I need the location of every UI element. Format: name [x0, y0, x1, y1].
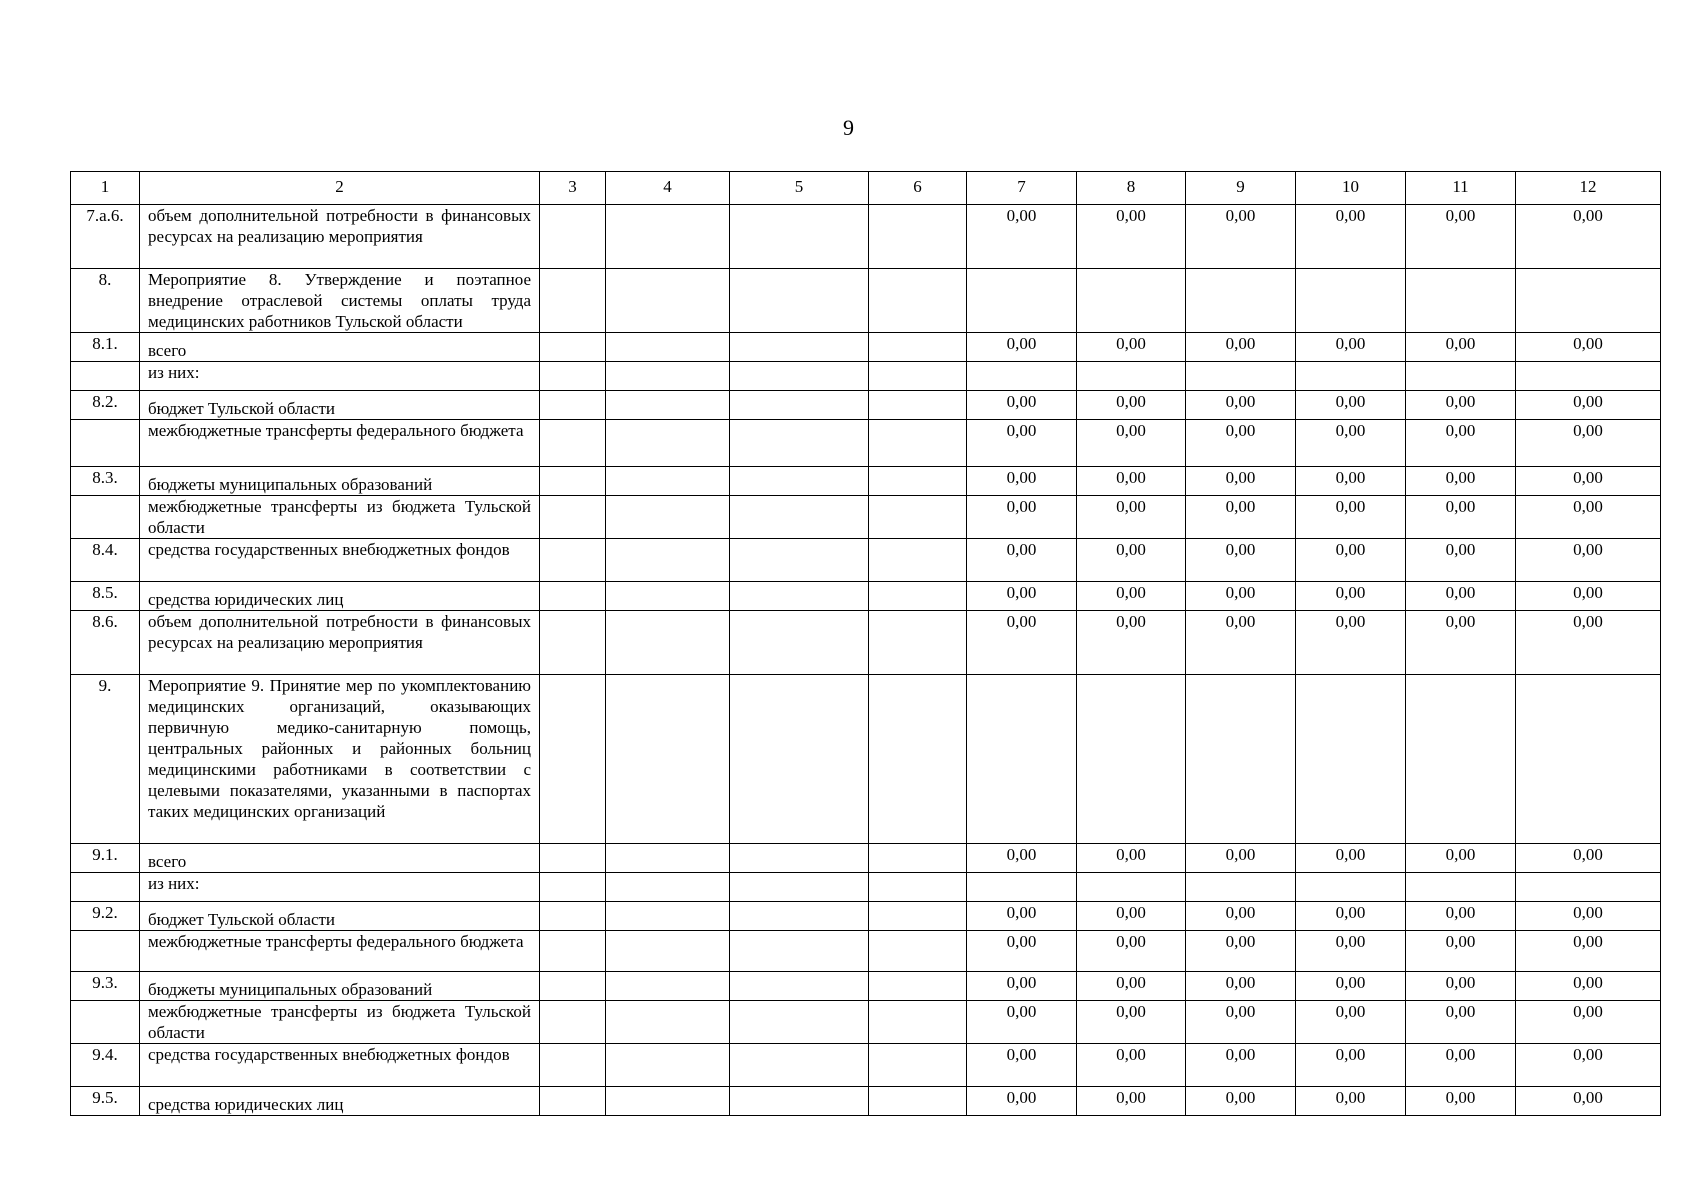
value-cell: 0,00 — [967, 902, 1077, 931]
empty-cell — [540, 972, 606, 1001]
empty-cell — [606, 362, 730, 391]
empty-cell — [869, 539, 967, 582]
column-header: 5 — [730, 172, 869, 205]
empty-cell — [869, 902, 967, 931]
empty-cell — [869, 420, 967, 467]
empty-cell — [606, 1044, 730, 1087]
value-cell: 0,00 — [1406, 391, 1516, 420]
value-cell: 0,00 — [967, 496, 1077, 539]
value-cell: 0,00 — [967, 931, 1077, 972]
value-cell — [1186, 873, 1296, 902]
row-name: бюджет Тульской области — [140, 902, 540, 931]
empty-cell — [540, 496, 606, 539]
table-row — [71, 1044, 1661, 1087]
empty-cell — [606, 902, 730, 931]
value-cell: 0,00 — [1077, 611, 1186, 675]
table-row — [71, 496, 1661, 539]
table-row — [71, 467, 1661, 496]
empty-cell — [730, 269, 869, 333]
value-cell: 0,00 — [967, 420, 1077, 467]
value-cell: 0,00 — [1296, 420, 1406, 467]
row-name: межбюджетные трансферты из бюджета Тульской области — [140, 1001, 540, 1044]
row-number: 7.а.6. — [71, 205, 140, 269]
empty-cell — [606, 1087, 730, 1116]
empty-cell — [606, 611, 730, 675]
value-cell: 0,00 — [1186, 467, 1296, 496]
value-cell: 0,00 — [967, 844, 1077, 873]
empty-cell — [730, 844, 869, 873]
column-header: 11 — [1406, 172, 1516, 205]
row-number: 9.5. — [71, 1087, 140, 1116]
table-row — [71, 902, 1661, 931]
value-cell — [1296, 873, 1406, 902]
table-row — [71, 269, 1661, 333]
value-cell — [1186, 675, 1296, 844]
value-cell: 0,00 — [1296, 1087, 1406, 1116]
empty-cell — [540, 1044, 606, 1087]
empty-cell — [540, 1087, 606, 1116]
empty-cell — [606, 1001, 730, 1044]
column-header: 1 — [71, 172, 140, 205]
row-name: Мероприятие 8. Утверждение и поэтапное внедрение отраслевой системы оплаты труда медицинских работников Тульской области — [140, 269, 540, 333]
table-row — [71, 1087, 1661, 1116]
value-cell — [1406, 675, 1516, 844]
empty-cell — [540, 873, 606, 902]
value-cell: 0,00 — [1186, 420, 1296, 467]
value-cell: 0,00 — [1296, 902, 1406, 931]
empty-cell — [869, 931, 967, 972]
column-header: 2 — [140, 172, 540, 205]
value-cell — [1516, 675, 1661, 844]
value-cell: 0,00 — [1077, 972, 1186, 1001]
table-row — [71, 873, 1661, 902]
empty-cell — [730, 1001, 869, 1044]
row-name: всего — [140, 844, 540, 873]
table-row — [71, 539, 1661, 582]
column-header: 12 — [1516, 172, 1661, 205]
value-cell: 0,00 — [1296, 391, 1406, 420]
value-cell — [1077, 873, 1186, 902]
empty-cell — [606, 496, 730, 539]
column-header: 8 — [1077, 172, 1186, 205]
empty-cell — [869, 675, 967, 844]
empty-cell — [869, 582, 967, 611]
empty-cell — [540, 205, 606, 269]
value-cell — [1296, 675, 1406, 844]
value-cell — [1516, 269, 1661, 333]
value-cell: 0,00 — [1516, 467, 1661, 496]
value-cell — [1186, 362, 1296, 391]
empty-cell — [606, 205, 730, 269]
row-number: 8. — [71, 269, 140, 333]
value-cell: 0,00 — [1406, 205, 1516, 269]
table-row — [71, 582, 1661, 611]
table-row — [71, 420, 1661, 467]
row-number: 9.3. — [71, 972, 140, 1001]
value-cell: 0,00 — [967, 1044, 1077, 1087]
value-cell: 0,00 — [1077, 844, 1186, 873]
value-cell: 0,00 — [1077, 391, 1186, 420]
row-name: бюджеты муниципальных образований — [140, 972, 540, 1001]
value-cell: 0,00 — [967, 582, 1077, 611]
row-name: объем дополнительной потребности в финансовых ресурсах на реализацию мероприятия — [140, 611, 540, 675]
empty-cell — [730, 205, 869, 269]
table-row — [71, 972, 1661, 1001]
value-cell: 0,00 — [1186, 539, 1296, 582]
value-cell: 0,00 — [1077, 931, 1186, 972]
value-cell: 0,00 — [1516, 539, 1661, 582]
empty-cell — [730, 611, 869, 675]
empty-cell — [540, 1001, 606, 1044]
value-cell: 0,00 — [967, 1087, 1077, 1116]
value-cell: 0,00 — [967, 539, 1077, 582]
empty-cell — [869, 205, 967, 269]
value-cell: 0,00 — [1516, 205, 1661, 269]
value-cell: 0,00 — [1406, 902, 1516, 931]
value-cell: 0,00 — [1186, 611, 1296, 675]
empty-cell — [540, 675, 606, 844]
empty-cell — [869, 333, 967, 362]
value-cell: 0,00 — [1186, 931, 1296, 972]
empty-cell — [869, 391, 967, 420]
value-cell — [1406, 873, 1516, 902]
value-cell: 0,00 — [967, 972, 1077, 1001]
empty-cell — [606, 539, 730, 582]
empty-cell — [869, 972, 967, 1001]
value-cell: 0,00 — [1077, 582, 1186, 611]
column-header: 6 — [869, 172, 967, 205]
empty-cell — [730, 873, 869, 902]
value-cell: 0,00 — [1296, 496, 1406, 539]
value-cell: 0,00 — [1296, 333, 1406, 362]
empty-cell — [540, 902, 606, 931]
row-name: средства юридических лиц — [140, 582, 540, 611]
value-cell: 0,00 — [1406, 931, 1516, 972]
value-cell — [1077, 269, 1186, 333]
value-cell: 0,00 — [1296, 844, 1406, 873]
empty-cell — [869, 844, 967, 873]
value-cell: 0,00 — [1077, 902, 1186, 931]
empty-cell — [540, 582, 606, 611]
value-cell — [967, 675, 1077, 844]
value-cell: 0,00 — [1296, 931, 1406, 972]
value-cell: 0,00 — [1516, 844, 1661, 873]
table-row — [71, 333, 1661, 362]
value-cell: 0,00 — [1186, 1087, 1296, 1116]
empty-cell — [606, 844, 730, 873]
empty-cell — [869, 467, 967, 496]
row-number — [71, 362, 140, 391]
empty-cell — [730, 333, 869, 362]
empty-cell — [869, 873, 967, 902]
empty-cell — [540, 420, 606, 467]
empty-cell — [869, 269, 967, 333]
row-name: межбюджетные трансферты федерального бюджета — [140, 931, 540, 972]
value-cell: 0,00 — [1296, 205, 1406, 269]
empty-cell — [606, 675, 730, 844]
row-number: 8.1. — [71, 333, 140, 362]
empty-cell — [869, 1044, 967, 1087]
value-cell: 0,00 — [1077, 1001, 1186, 1044]
empty-cell — [540, 844, 606, 873]
header-row — [71, 172, 1661, 205]
value-cell: 0,00 — [1077, 539, 1186, 582]
value-cell: 0,00 — [967, 611, 1077, 675]
value-cell — [1406, 269, 1516, 333]
value-cell: 0,00 — [967, 467, 1077, 496]
empty-cell — [730, 391, 869, 420]
row-name: средства государственных внебюджетных фондов — [140, 1044, 540, 1087]
value-cell: 0,00 — [1077, 496, 1186, 539]
row-name: объем дополнительной потребности в финансовых ресурсах на реализацию мероприятия — [140, 205, 540, 269]
empty-cell — [730, 582, 869, 611]
value-cell: 0,00 — [1296, 1001, 1406, 1044]
value-cell: 0,00 — [1296, 972, 1406, 1001]
empty-cell — [730, 362, 869, 391]
value-cell: 0,00 — [1186, 844, 1296, 873]
row-number — [71, 931, 140, 972]
row-number: 8.4. — [71, 539, 140, 582]
value-cell — [1296, 362, 1406, 391]
empty-cell — [540, 611, 606, 675]
empty-cell — [869, 1001, 967, 1044]
row-number — [71, 873, 140, 902]
empty-cell — [869, 362, 967, 391]
value-cell: 0,00 — [1516, 1087, 1661, 1116]
column-header: 7 — [967, 172, 1077, 205]
value-cell: 0,00 — [1077, 333, 1186, 362]
row-number — [71, 420, 140, 467]
value-cell: 0,00 — [1516, 1044, 1661, 1087]
value-cell: 0,00 — [1516, 611, 1661, 675]
value-cell — [1516, 873, 1661, 902]
value-cell: 0,00 — [1186, 1044, 1296, 1087]
table-row — [71, 844, 1661, 873]
value-cell: 0,00 — [1516, 391, 1661, 420]
value-cell: 0,00 — [1186, 333, 1296, 362]
value-cell: 0,00 — [967, 205, 1077, 269]
value-cell — [1186, 269, 1296, 333]
empty-cell — [540, 931, 606, 972]
value-cell: 0,00 — [1516, 902, 1661, 931]
value-cell — [1077, 675, 1186, 844]
value-cell: 0,00 — [1077, 205, 1186, 269]
table-body — [71, 205, 1661, 1116]
empty-cell — [730, 902, 869, 931]
row-number — [71, 1001, 140, 1044]
value-cell: 0,00 — [1296, 1044, 1406, 1087]
value-cell: 0,00 — [1186, 1001, 1296, 1044]
row-name: межбюджетные трансферты федерального бюджета — [140, 420, 540, 467]
row-number: 8.3. — [71, 467, 140, 496]
table-row — [71, 675, 1661, 844]
empty-cell — [540, 269, 606, 333]
empty-cell — [730, 1044, 869, 1087]
value-cell: 0,00 — [967, 391, 1077, 420]
empty-cell — [869, 496, 967, 539]
value-cell — [967, 269, 1077, 333]
empty-cell — [730, 1087, 869, 1116]
empty-cell — [869, 611, 967, 675]
empty-cell — [540, 467, 606, 496]
value-cell: 0,00 — [1406, 1001, 1516, 1044]
value-cell: 0,00 — [1406, 1044, 1516, 1087]
row-name: из них: — [140, 362, 540, 391]
value-cell: 0,00 — [1516, 1001, 1661, 1044]
row-name: Мероприятие 9. Принятие мер по укомплектованию медицинских организаций, оказывающих первичную медико-санитарную помощь, центральных районных и районных больниц медицинскими работниками в соответствии с целевыми показателями, указанными в паспортах таких медицинских организаций — [140, 675, 540, 844]
row-name: межбюджетные трансферты из бюджета Тульской области — [140, 496, 540, 539]
column-header: 4 — [606, 172, 730, 205]
empty-cell — [540, 362, 606, 391]
value-cell: 0,00 — [1516, 972, 1661, 1001]
empty-cell — [730, 467, 869, 496]
column-header: 10 — [1296, 172, 1406, 205]
row-number — [71, 496, 140, 539]
row-name: бюджеты муниципальных образований — [140, 467, 540, 496]
value-cell: 0,00 — [1516, 582, 1661, 611]
value-cell: 0,00 — [1186, 972, 1296, 1001]
empty-cell — [869, 1087, 967, 1116]
row-number: 8.6. — [71, 611, 140, 675]
value-cell: 0,00 — [1077, 420, 1186, 467]
value-cell: 0,00 — [1406, 1087, 1516, 1116]
empty-cell — [606, 873, 730, 902]
column-header: 3 — [540, 172, 606, 205]
row-name: средства государственных внебюджетных фондов — [140, 539, 540, 582]
value-cell: 0,00 — [1406, 420, 1516, 467]
row-name: из них: — [140, 873, 540, 902]
value-cell — [1077, 362, 1186, 391]
row-number: 9.2. — [71, 902, 140, 931]
empty-cell — [730, 420, 869, 467]
empty-cell — [540, 391, 606, 420]
empty-cell — [606, 333, 730, 362]
value-cell: 0,00 — [1516, 496, 1661, 539]
value-cell: 0,00 — [967, 1001, 1077, 1044]
empty-cell — [730, 496, 869, 539]
row-name: средства юридических лиц — [140, 1087, 540, 1116]
value-cell: 0,00 — [1077, 467, 1186, 496]
empty-cell — [606, 931, 730, 972]
value-cell: 0,00 — [1516, 931, 1661, 972]
value-cell: 0,00 — [1406, 844, 1516, 873]
row-number: 8.5. — [71, 582, 140, 611]
value-cell: 0,00 — [1186, 582, 1296, 611]
empty-cell — [730, 675, 869, 844]
value-cell: 0,00 — [1296, 539, 1406, 582]
value-cell: 0,00 — [1406, 582, 1516, 611]
budget-table — [70, 171, 1661, 1116]
empty-cell — [606, 467, 730, 496]
value-cell: 0,00 — [1296, 582, 1406, 611]
value-cell: 0,00 — [1077, 1087, 1186, 1116]
value-cell: 0,00 — [1077, 1044, 1186, 1087]
value-cell — [967, 362, 1077, 391]
table-row — [71, 1001, 1661, 1044]
table-row — [71, 205, 1661, 269]
row-name: бюджет Тульской области — [140, 391, 540, 420]
value-cell — [1406, 362, 1516, 391]
empty-cell — [730, 931, 869, 972]
table-row — [71, 362, 1661, 391]
value-cell: 0,00 — [1406, 496, 1516, 539]
value-cell: 0,00 — [1186, 496, 1296, 539]
value-cell: 0,00 — [1296, 611, 1406, 675]
table-row — [71, 611, 1661, 675]
empty-cell — [606, 972, 730, 1001]
value-cell: 0,00 — [1186, 205, 1296, 269]
empty-cell — [606, 582, 730, 611]
empty-cell — [730, 539, 869, 582]
value-cell — [1296, 269, 1406, 333]
empty-cell — [606, 391, 730, 420]
value-cell: 0,00 — [1186, 902, 1296, 931]
empty-cell — [540, 333, 606, 362]
row-number: 9. — [71, 675, 140, 844]
empty-cell — [730, 972, 869, 1001]
page-number: 9 — [843, 115, 854, 140]
empty-cell — [606, 269, 730, 333]
value-cell: 0,00 — [1406, 611, 1516, 675]
value-cell: 0,00 — [1406, 972, 1516, 1001]
row-name: всего — [140, 333, 540, 362]
value-cell — [1516, 362, 1661, 391]
value-cell: 0,00 — [1406, 467, 1516, 496]
table-row — [71, 391, 1661, 420]
value-cell: 0,00 — [1406, 539, 1516, 582]
value-cell: 0,00 — [1296, 467, 1406, 496]
row-number: 9.1. — [71, 844, 140, 873]
column-header: 9 — [1186, 172, 1296, 205]
value-cell: 0,00 — [1406, 333, 1516, 362]
row-number: 8.2. — [71, 391, 140, 420]
value-cell: 0,00 — [1516, 333, 1661, 362]
value-cell — [967, 873, 1077, 902]
value-cell: 0,00 — [967, 333, 1077, 362]
table-row — [71, 931, 1661, 972]
empty-cell — [540, 539, 606, 582]
value-cell: 0,00 — [1516, 420, 1661, 467]
empty-cell — [606, 420, 730, 467]
value-cell: 0,00 — [1186, 391, 1296, 420]
row-number: 9.4. — [71, 1044, 140, 1087]
